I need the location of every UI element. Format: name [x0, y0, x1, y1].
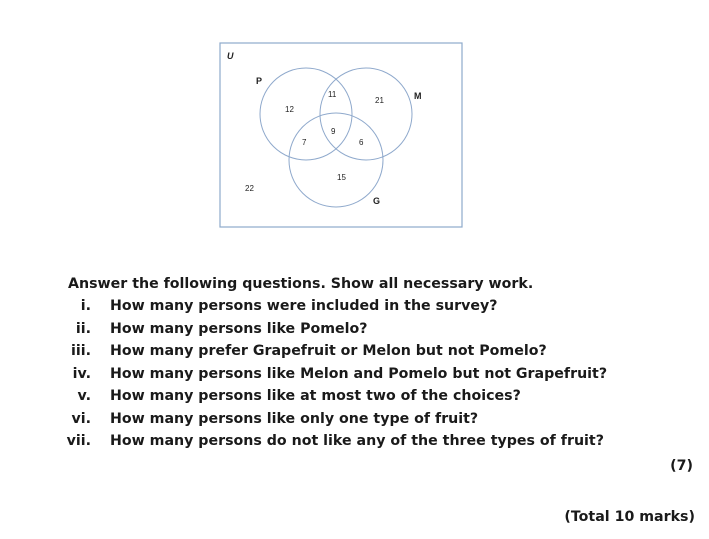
question-text: How many persons like Melon and Pomelo but not Grapefruit?: [110, 365, 608, 382]
question-number: i.: [80, 298, 91, 314]
question-text: How many persons like Pomelo?: [110, 320, 368, 337]
question-text: How many persons like at most two of the choices?: [110, 388, 521, 404]
question-number: vii.: [66, 433, 91, 449]
question-item: [0, 298, 709, 320]
universal-set-box: [220, 43, 462, 227]
question-item: [0, 388, 709, 410]
set-label-p: P: [256, 76, 263, 86]
question-number: ii.: [75, 320, 91, 337]
question-text: How many prefer Grapefruit or Melon but not Pomelo?: [110, 343, 547, 359]
set-label-m: M: [414, 91, 422, 101]
question-number: v.: [77, 388, 91, 404]
question-item: [0, 411, 709, 433]
question-item: [0, 343, 709, 365]
set-label-g: G: [373, 196, 381, 206]
total-marks-label: (Total 10 marks): [564, 509, 695, 525]
question-number: iii.: [71, 343, 91, 359]
question-item: [0, 433, 709, 455]
question-number: iv.: [72, 365, 91, 382]
region-p-m-only: 11: [328, 90, 337, 99]
region-m-only: 21: [375, 96, 384, 105]
instructions: Answer the following questions. Show all necessary work.: [68, 276, 534, 292]
region-m-g-only: 6: [359, 138, 364, 147]
question-number: vi.: [71, 410, 91, 427]
venn-diagram: [219, 42, 463, 228]
question-text: How many persons were included in the survey?: [110, 298, 498, 314]
question-item: [0, 366, 709, 388]
region-p-g-only: 7: [302, 138, 307, 147]
region-p-m-g: 9: [331, 127, 336, 136]
question-item: [0, 321, 709, 343]
region-none: 22: [245, 184, 254, 193]
question-text: How many persons like only one type of fruit?: [110, 410, 479, 427]
region-p-only: 12: [285, 105, 294, 114]
region-g-only: 15: [337, 173, 346, 182]
marks-label: (7): [670, 458, 693, 474]
question-text: How many persons do not like any of the three types of fruit?: [110, 433, 604, 449]
universe-label: U: [227, 51, 234, 61]
